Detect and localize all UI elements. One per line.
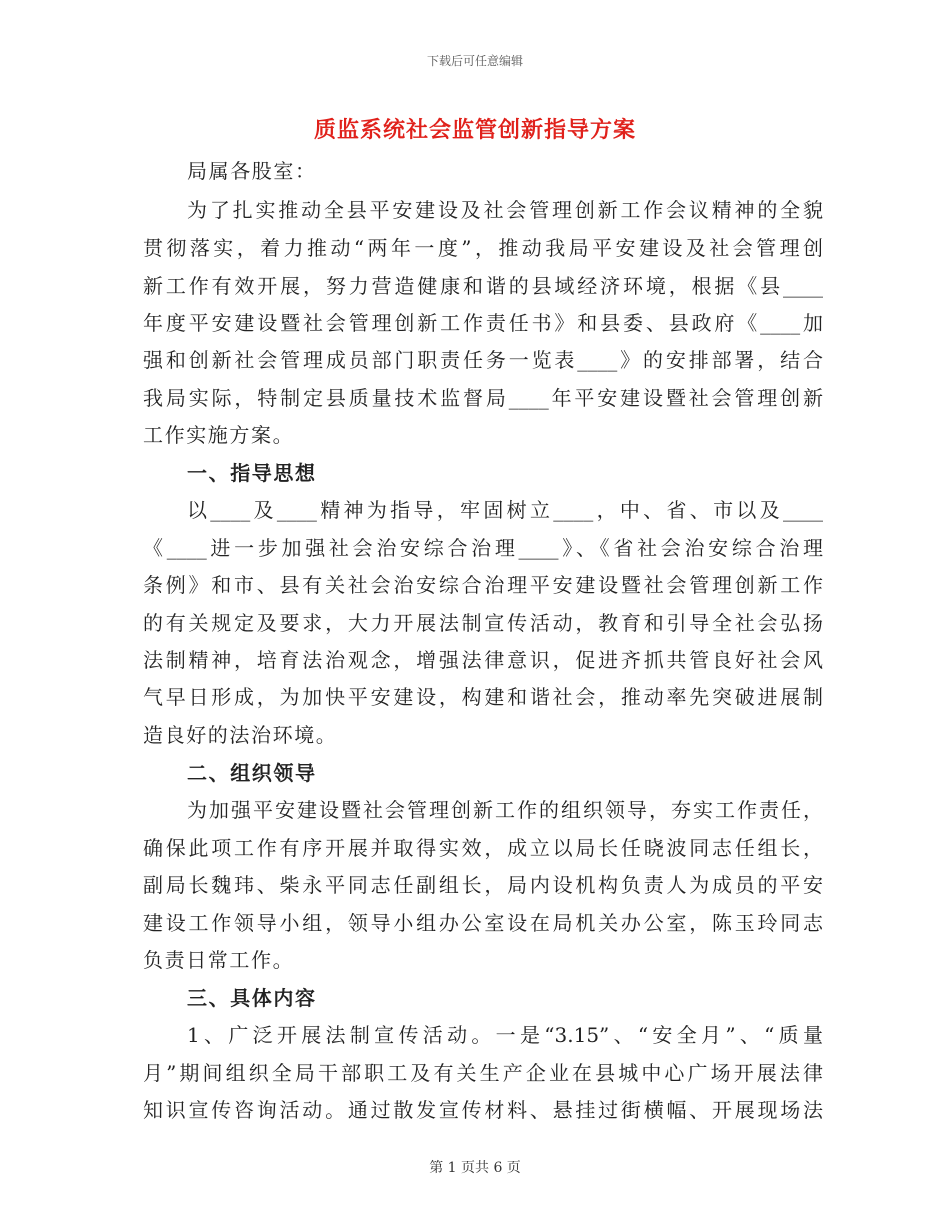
page-number: 第 1 页共 6 页: [429, 1160, 521, 1176]
paragraph-line: 强和创新社会管理成员部门职责任务一览表____》的安排部署，结合: [143, 348, 823, 372]
paragraph-line: 我局实际，特制定县质量技术监督局____年平安建设暨社会管理创新: [143, 386, 823, 410]
salutation: 局属各股室：: [187, 159, 317, 183]
paragraph-line: 知识宣传咨询活动。通过散发宣传材料、悬挂过街横幅、开展现场法: [143, 1098, 823, 1122]
header-note: 下载后可任意编辑: [426, 54, 523, 68]
paragraph-line: 确保此项工作有序开展并取得实效，成立以局长任晓波同志任组长，: [143, 836, 823, 860]
section-heading: 二、组织领导: [187, 761, 317, 785]
paragraph-line: 的有关规定及要求，大力开展法制宣传活动，教育和引导全社会弘扬: [143, 611, 823, 635]
paragraph-line: 以____及____精神为指导，牢固树立____，中、省、市以及____: [187, 498, 823, 522]
paragraph-line: 副局长魏玮、柴永平同志任副组长，局内设机构负责人为成员的平安: [143, 873, 823, 897]
paragraph-line: 新工作有效开展，努力营造健康和谐的县域经济环境，根据《县____: [143, 274, 823, 298]
paragraph-line: 负责日常工作。: [143, 948, 295, 972]
paragraph-line: 条例》和市、县有关社会治安综合治理平安建设暨社会管理创新工作: [143, 573, 823, 597]
paragraph-line: 月”期间组织全局干部职工及有关生产企业在县城中心广场开展法律: [143, 1061, 823, 1085]
section-heading: 三、具体内容: [187, 986, 317, 1010]
paragraph-line: 《____进一步加强社会治安综合治理____》、《省社会治安综合治理: [143, 536, 823, 560]
paragraph-line: 年度平安建设暨社会管理创新工作责任书》和县委、县政府《____加: [143, 311, 823, 335]
paragraph-line: 为了扎实推动全县平安建设及社会管理创新工作会议精神的全貌: [187, 198, 823, 222]
paragraph-line: 贯彻落实，着力推动“两年一度”，推动我局平安建设及社会管理创: [143, 236, 823, 260]
paragraph-line: 气早日形成，为加快平安建设，构建和谐社会，推动率先突破进展制: [143, 685, 823, 709]
document-title: 质监系统社会监管创新指导方案: [313, 117, 636, 143]
paragraph-line: 1、广泛开展法制宣传活动。一是“3.15”、“安全月”、“质量: [187, 1023, 823, 1047]
paragraph-line: 法制精神，培育法治观念，增强法律意识，促进齐抓共管良好社会风: [143, 648, 823, 672]
paragraph-line: 建设工作领导小组，领导小组办公室设在局机关办公室，陈玉玲同志: [143, 911, 823, 935]
section-heading: 一、指导思想: [187, 461, 317, 485]
paragraph-line: 造良好的法治环境。: [143, 723, 338, 747]
paragraph-line: 为加强平安建设暨社会管理创新工作的组织领导，夯实工作责任，: [187, 798, 823, 822]
paragraph-line: 工作实施方案。: [143, 423, 295, 447]
